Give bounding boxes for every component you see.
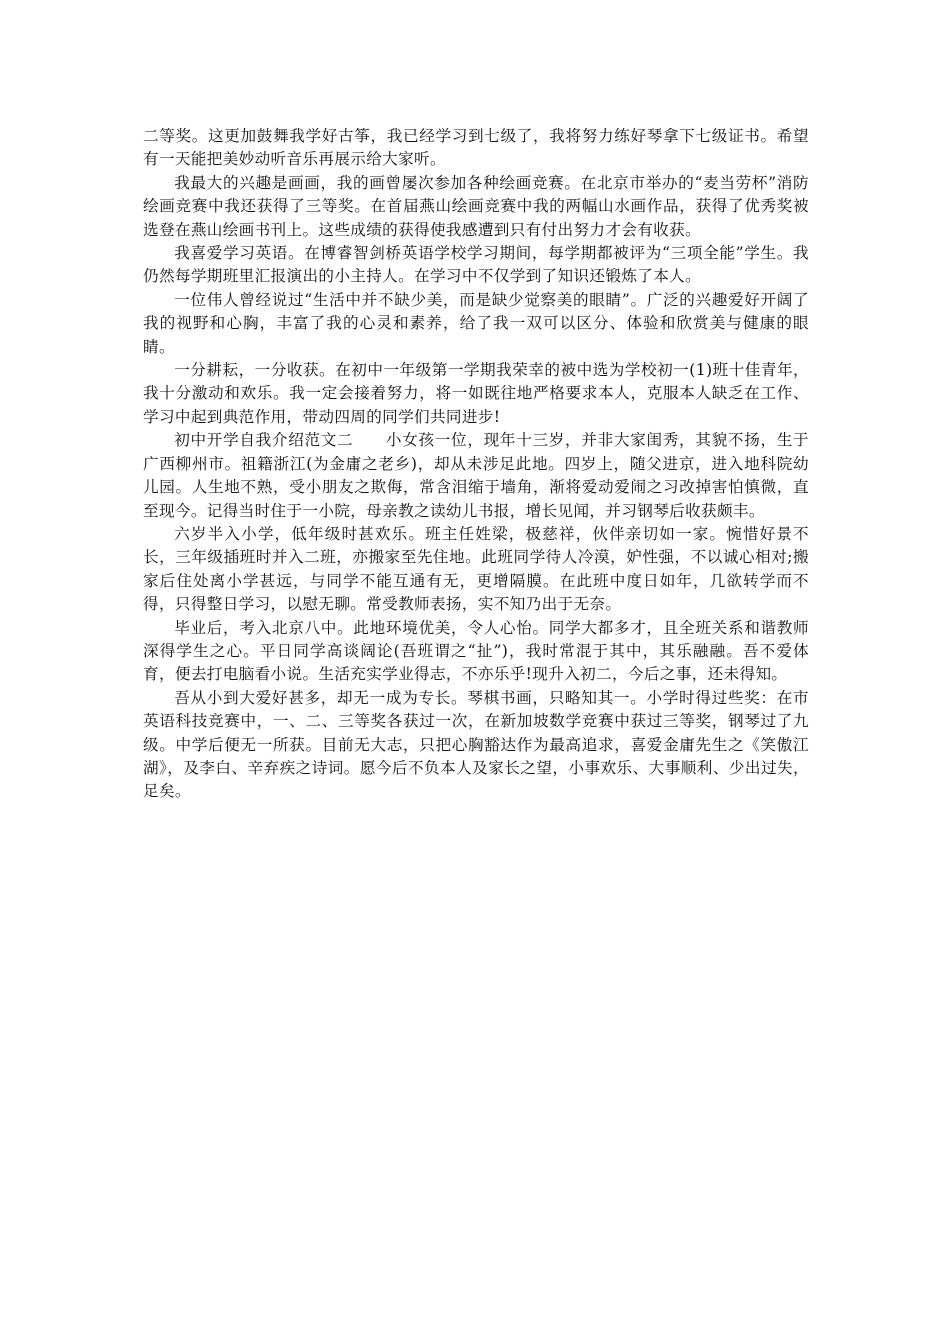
paragraph-9: 吾从小到大爱好甚多，却无一成为专长。琴棋书画，只略知其一。小学时得过些奖：在市英语科技竞赛中，一、二、三等奖各获过一次，在新加坡数学竞赛中获过三等奖，钢琴过了九级。中学后便无一所获。目前无大志，只把心胸豁达作为最高追求，喜爱金庸先生之《笑傲江湖》，及李白、辛弃疾之诗词。愿今后不负本人及家长之望，小事欢乐、大事顺利、少出过失，足矣。 [143,688,809,801]
paragraph-7: 六岁半入小学，低年级时甚欢乐。班主任姓梁，极慈祥，伙伴亲切如一家。惋惜好景不长，三年级插班时并入二班，亦搬家至先住地。此班同学待人冷漠，妒性强，不以诚心相对;搬家后住处离小学甚远，与同学不能互通有无，更增隔膜。在此班中度日如年，几欲转学而不得，只得整日学习，以慰无聊。常受教师表扬，实不知乃出于无奈。 [143,524,809,614]
paragraph-1: 二等奖。这更加鼓舞我学好古筝，我已经学习到七级了，我将努力练好琴拿下七级证书。希望有一天能把美妙动听音乐再展示给大家听。 [143,127,809,169]
paragraph-6: 初中开学自我介绍范文二 小女孩一位，现年十三岁，并非大家闺秀，其貌不扬，生于广西柳州市。祖籍浙江(为金庸之老乡)，却从未涉足此地。四岁上，随父进京，进入地科院幼儿园。人生地不熟，受小朋友之欺侮，常含泪缩于墙角，渐将爱动爱闹之习改掉害怕慎微，直至现今。记得当时住于一小院，母亲教之读幼儿书报，增长见闻，并习钢琴后收获颇丰。 [143,431,809,520]
paragraph-8: 毕业后，考入北京八中。此地环境优美，令人心怡。同学大都多才，且全班关系和谐教师深得学生之心。平日同学高谈阔论(吾班谓之“扯”)，我时常混于其中，其乐融融。吾不爱体育，便去打电脑看小说。生活充实学业得志，不亦乐乎!现升入初二，今后之事，还未得知。 [143,618,809,684]
paragraph-3: 我喜爱学习英语。在博睿智剑桥英语学校学习期间，每学期都被评为“三项全能”学生。我仍然每学期班里汇报演出的小主持人。在学习中不仅学到了知识还锻炼了本人。 [143,244,809,286]
document-body [143,125,809,804]
paragraph-4: 一位伟人曾经说过“生活中并不缺少美，而是缺少觉察美的眼睛”。广泛的兴趣爱好开阔了我的视野和心胸，丰富了我的心灵和素养，给了我一双可以区分、体验和欣赏美与健康的眼睛。 [143,290,809,356]
paragraph-2: 我最大的兴趣是画画，我的画曾屡次参加各种绘画竞赛。在北京市举办的“麦当劳杯”消防绘画竞赛中我还获得了三等奖。在首届燕山绘画竞赛中我的两幅山水画作品，获得了优秀奖被选登在燕山绘画书刊上。这些成绩的获得使我感遭到只有付出努力才会有收获。 [143,173,809,239]
paragraph-5: 一分耕耘，一分收获。在初中一年级第一学期我荣幸的被中选为学校初一(1)班十佳青年，我十分激动和欢乐。我一定会接着努力，将一如既往地严格要求本人，克服本人缺乏在工作、学习中起到典范作用，带动四周的同学们共同进步! [143,361,809,426]
